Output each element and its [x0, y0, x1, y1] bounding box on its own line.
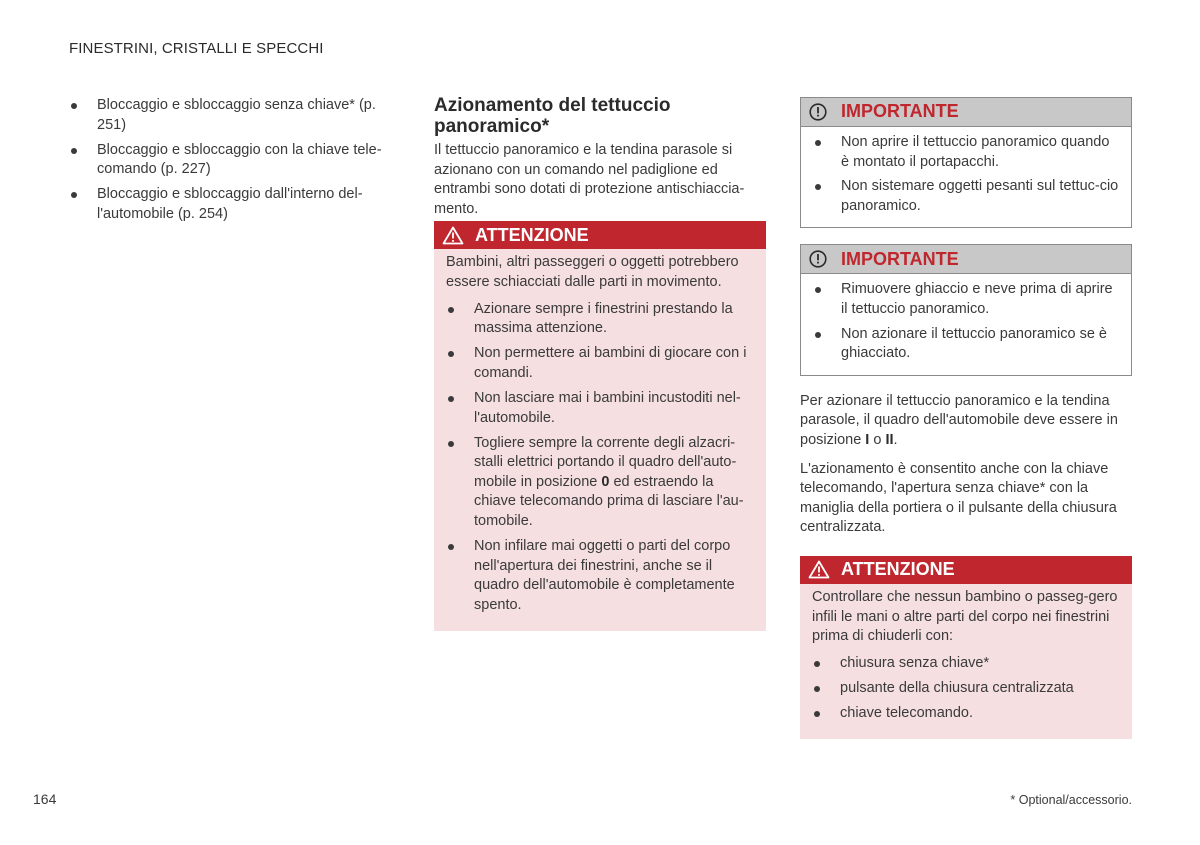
- paragraph-text: Per azionare il tettuccio panoramico e la tendina parasole, il quadro dell'automobile deve essere in posizione: [800, 392, 1118, 448]
- list-item: Azionare sempre i finestrini prestando la massima attenzione.: [446, 300, 754, 339]
- list-item: chiave telecomando.: [812, 704, 1120, 724]
- warning-triangle-icon: [808, 560, 830, 579]
- warning-list: [812, 654, 1120, 724]
- section-heading: Azionamento del tettuccio panoramico*: [434, 95, 671, 137]
- warning-list: [446, 300, 754, 616]
- list-item: Non aprire il tettuccio panoramico quando è montato il portapacchi.: [813, 133, 1119, 172]
- paragraph-text: o: [869, 431, 886, 448]
- page-header-title: FINESTRINI, CRISTALLI E SPECCHI: [69, 40, 324, 57]
- warning-triangle-icon: [442, 226, 464, 245]
- list-item-text: Togliere sempre la corrente degli alzacri-stalli elettrici portando il quadro dell'auto-mobile in posizione: [474, 434, 737, 490]
- important-list: [813, 133, 1119, 216]
- position-value: I: [865, 431, 870, 448]
- warning-title: ATTENZIONE: [475, 224, 589, 245]
- warning-box: [434, 221, 766, 631]
- exclamation-circle-icon: [809, 103, 827, 121]
- important-body: [801, 127, 1131, 227]
- reference-list: [69, 96, 399, 225]
- list-item: Non permettere ai bambini di giocare con i comandi.: [446, 344, 754, 383]
- list-item: Bloccaggio e sbloccaggio senza chiave* (p. 251): [69, 96, 399, 135]
- important-title: IMPORTANTE: [841, 248, 959, 269]
- column-right: [800, 97, 1132, 739]
- list-item: Non azionare il tettuccio panoramico se è ghiacciato.: [813, 325, 1119, 364]
- warning-text: Controllare che nessun bambino o passeg-gero infili le mani o altre parti del corpo nei finestrini prima di chiuderli con:: [812, 588, 1118, 645]
- paragraph-text: .: [893, 431, 898, 448]
- important-body: [801, 274, 1131, 374]
- footnote: * Optional/accessorio.: [1010, 793, 1132, 807]
- column-middle: [434, 95, 766, 631]
- list-item: Non infilare mai oggetti o parti del corpo nell'apertura dei finestrini, anche se il quadro dell'automobile è completamente spento.: [446, 537, 754, 615]
- important-box: [800, 97, 1132, 228]
- important-list: [813, 280, 1119, 363]
- list-item: Bloccaggio e sbloccaggio con la chiave tele-comando (p. 227): [69, 141, 399, 180]
- warning-title: ATTENZIONE: [841, 559, 955, 580]
- column-left: [69, 96, 399, 230]
- important-title: IMPORTANTE: [841, 101, 959, 122]
- warning-body: [434, 249, 766, 631]
- position-value: II: [885, 431, 894, 448]
- list-item: chiusura senza chiave*: [812, 654, 1120, 674]
- warning-header: [434, 221, 766, 249]
- important-header: [801, 245, 1131, 274]
- warning-header: [800, 556, 1132, 584]
- intro-paragraph: Il tettuccio panoramico e la tendina parasole si azionano con un comando nel padiglione ed entrambi sono dotati di protezione antischiaccia-mento.: [434, 142, 745, 217]
- important-header: [801, 98, 1131, 127]
- page-number: 164: [33, 791, 57, 807]
- exclamation-circle-icon: [809, 250, 827, 268]
- body-paragraph: L'azionamento è consentito anche con la chiave telecomando, l'apertura senza chiave* con la maniglia della portiera o il pulsante della chiusura centralizzata.: [800, 460, 1117, 536]
- important-box: [800, 244, 1132, 375]
- list-item: pulsante della chiusura centralizzata: [812, 679, 1120, 699]
- list-item-text: ed estraendo la chiave telecomando prima di lasciare l'au-tomobile.: [474, 473, 744, 529]
- list-item: Rimuovere ghiaccio e neve prima di aprire il tettuccio panoramico.: [813, 280, 1119, 319]
- position-value: 0: [601, 473, 610, 490]
- warning-box: [800, 556, 1132, 739]
- list-item: [446, 434, 754, 532]
- list-item: Bloccaggio e sbloccaggio dall'interno del-l'automobile (p. 254): [69, 185, 399, 224]
- body-paragraph: [800, 392, 1132, 451]
- list-item: Non lasciare mai i bambini incustoditi nel-l'automobile.: [446, 389, 754, 428]
- warning-text: Bambini, altri passeggeri o oggetti potrebbero essere schiacciati dalle parti in movimento.: [446, 254, 739, 290]
- list-item: Non sistemare oggetti pesanti sul tettuc-cio panoramico.: [813, 177, 1119, 216]
- warning-body: [800, 584, 1132, 739]
